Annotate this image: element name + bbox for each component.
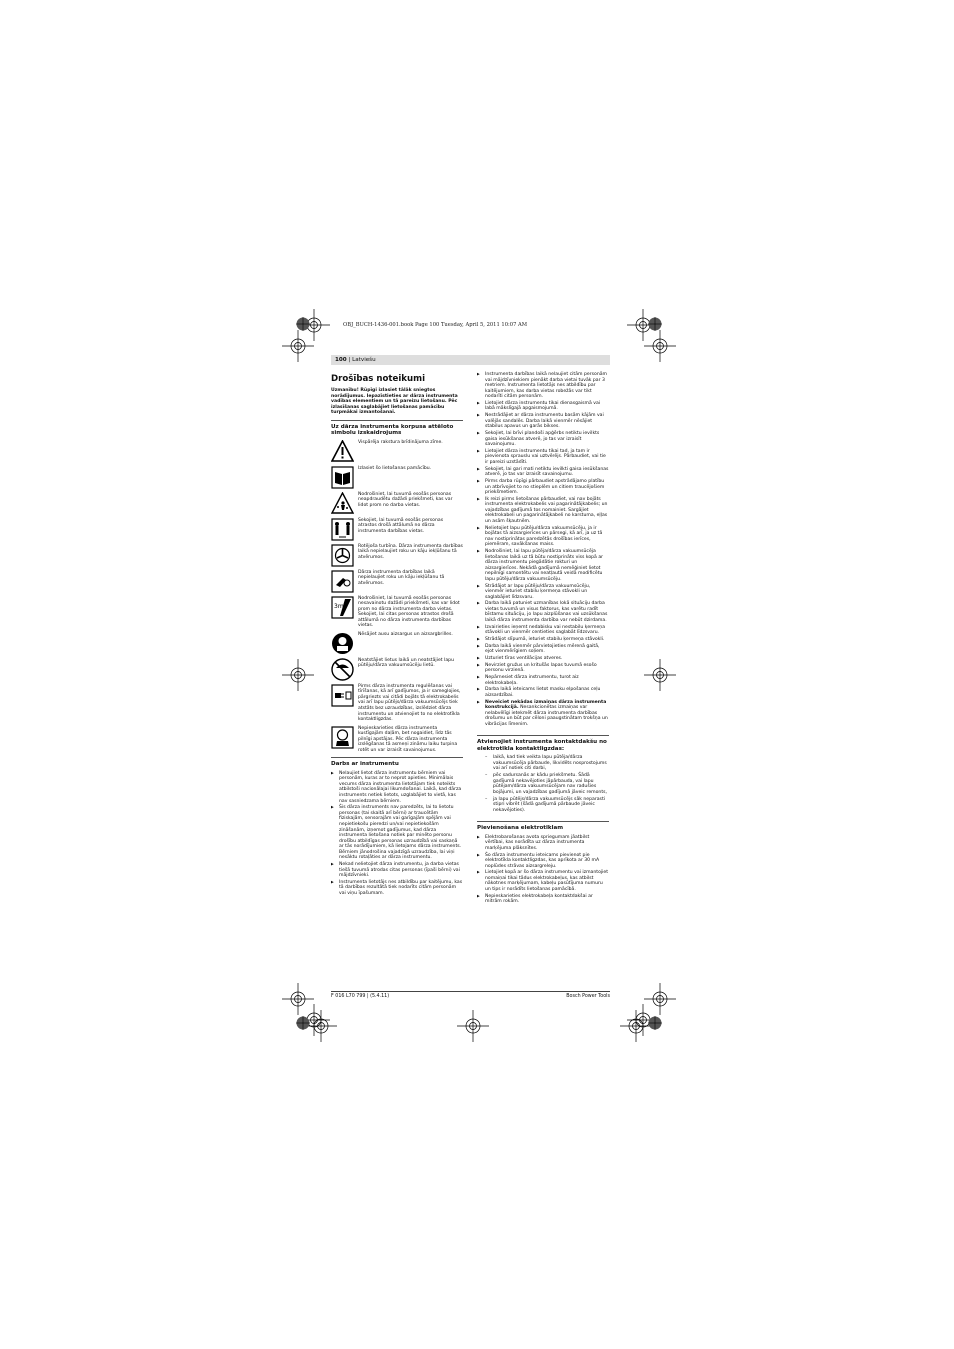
list-item: ▶ Nepieskarieties elektrokabeļa kontaktdakšai ar mitrām rokām. xyxy=(477,894,609,905)
list-item: ▶ Nodrošiniet, lai lapu pūtēja/dārza vakuumsūcēja lietošanas laikā uz tā būtu nostiprināts viss kopā ar dārza instrumentu piegādātie rokturi un aizsargierīces. Nekādā gadījumā nemēģiniet lietot nepilnīgi samontētu vai neatļautā veidā modificētu lapu pūtēju/dārza vakuumsūcēju. xyxy=(477,549,609,582)
divider xyxy=(331,420,463,421)
page-footer xyxy=(331,991,610,999)
list-item: ▶ Uzturiet tīras ventilācijas atveres. xyxy=(477,656,609,662)
disconnect-heading: Atvienojiet instrumenta kontaktdakšu no elektrotīkla kontaktligzdas: xyxy=(477,739,607,752)
color-dot-icon xyxy=(648,1016,662,1030)
disconnect-list xyxy=(477,755,609,813)
list-item: ▶ Šis dārza instruments nav paredzēts, lai to lietotu personas (tai skaitā arī bērni) ar traucētām fiziskajām, sensorajām vai garīgajām spējām vai nepietiekošu pieredzi un/vai nepietiekošām zināšanām, izņemot gadījumus, kad dārza instrumenta lietošana notiek par minēto personu drošību atbildīgas personas uzraudzībā vai saskaņā ar tās norādījumiem, kā lietojams dārza instruments. Bērniem jānodrošina vajadzīgā uzraudzība, lai viņi nesāktu rotaļāties ar dārza instrumentu. xyxy=(331,805,463,860)
symbols-heading: Uz dārza instrumenta korpusa attēloto simbolu izskaidrojums xyxy=(331,423,454,436)
symbol-row xyxy=(331,596,463,629)
list-item: ▶ Darba laikā ieteicams lietot masku elpošanas ceļu aizsardzībai. xyxy=(477,687,609,698)
list-item: ▶ Darba laikā patuniet uzmanības lokā situāciju darba vietas tuvumā un visus faktorus, kas varētu radīt bīstamu situāciju, jo lapu aizplūšanas vai uzsūkšanas laikā dārza instrumenta darbība var nebūt dzirdama. xyxy=(477,601,609,623)
symbol-row xyxy=(331,726,463,754)
list-item: ▶ Sekojiet, lai gari mati netiktu ievilkti gaisa iesūkšanas atverē, jo tas var izraisīt savainojumu. xyxy=(477,467,609,478)
symbol-row xyxy=(331,632,463,655)
divider xyxy=(477,821,609,822)
list-item: ▶ Lietojiet dārza instrumentu tikai dienasgaismā vai labā mākslīgajā apgaismojumā. xyxy=(477,401,609,412)
list-item xyxy=(477,700,609,728)
right-column xyxy=(477,372,609,906)
ear-eye-protection-icon xyxy=(331,632,354,655)
color-dot-icon xyxy=(296,317,310,331)
list-item: ▶ Nelaujiet lietot dārza instrumentu bērniem vai personām, kuras ar to neprot apieties. Minimālais vecums dārza instrumenta lietotājam tiek noteikts atbilstoši nacionālajai likumdošanai. Laikā, kad dārza instruments netiek lietots, uzglabājiet to vietā, kas nav sasniedzama bērniem. xyxy=(331,771,463,804)
list-item: ▶ Instrumenta darbības laikā nelaujiet citām personām vai mājdzīvniekiem pienākt darba vietai tuvāk par 3 metriem. Instrumenta lietotājs nes atbildību par kaitējumiem, kas darba vietas robežās var tikt nodarīti citām personām. xyxy=(477,372,609,400)
symbols-list xyxy=(331,440,463,754)
page-title: Drošības noteikumi xyxy=(331,374,426,384)
print-slug: OBJ_BUCH-1436-001.book Page 100 Tuesday, April 5, 2011 10:07 AM xyxy=(343,322,528,328)
list-item: – laikā, kad tiek veikta lapu pūtēja/dārza vakuumsūcēja pārbaude, likvidēts nosprostojums vai arī notiek citi darbi, xyxy=(477,755,609,772)
page-header xyxy=(331,355,610,365)
work-list xyxy=(331,771,463,897)
header-language: Latviešu xyxy=(352,356,376,363)
symbol-row xyxy=(331,570,463,593)
color-dot-icon xyxy=(648,317,662,331)
symbol-text: Sekojiet, lai tuvumā esošās personas atrastos drošā attālumā no dārza instrumenta darbības vietas. xyxy=(358,517,444,534)
safe-distance-icon xyxy=(331,596,354,619)
symbol-row xyxy=(331,518,463,541)
list-item: ▶ Sekojiet, lai brīvi plandoši apģērbs netiktu ievilkts gaisa iesūkšanas atverē, jo tas var izraisīt savainojumu. xyxy=(477,431,609,448)
divider xyxy=(477,735,609,736)
list-item: – ja lapu pūtējs/dārza vakuumsūcējs sāk neparasti stipri vibrēt (šādā gadījumā pārbaude jāveic nekavējoties). xyxy=(477,797,609,814)
symbol-text: Vispārēja rakstura brīdinājuma zīme. xyxy=(358,439,443,445)
symbol-text: Nepieskarieties dārza instrumenta kustīgajām daļām, bet nogaidiet, līdz tās pilnīgi apstājas. Pēc dārza instrumenta izslēgšanas tā asmeņi zināmu laiku turpina rotēt un var izraisīt savainojumus. xyxy=(358,725,458,753)
registration-mark-icon xyxy=(644,330,676,362)
list-item: ▶ Nepārnesiet dārza instrumentu, turot aiz elektrokabeļa. xyxy=(477,675,609,686)
registration-mark-icon xyxy=(282,659,314,691)
read-manual-icon xyxy=(331,466,354,489)
registration-mark-icon xyxy=(282,330,314,362)
symbol-row xyxy=(331,684,463,723)
unplug-before-maintenance-icon xyxy=(331,684,354,707)
list-item: ▶ Instrumenta lietotājs nes atbildību par kaitējumu, kas tā darbības rezultātā tiek nodarīts citām personām vai viņu īpašumam. xyxy=(331,880,463,897)
list-item: ▶ Lietojiet dārza instrumentu tikai tad, ja tam ir pievienota sprauslu vai uztvērējs. Pārbaudiet, vai tie ir pareizi uzstādīti. xyxy=(477,449,609,466)
left-column xyxy=(331,372,463,898)
list-item: ▶ Nekad nelietojiet dārza instrumentu, ja darba vietas tiešā tuvumā atrodas citas personas (īpaši bērni) vai mājdzīvnieki. xyxy=(331,862,463,879)
symbol-text: Nēsājiet ausu aizsargus un aizsargbrilles. xyxy=(358,631,453,637)
page-number: 100 xyxy=(335,356,347,363)
list-item: ▶ Pirms darba rūpīgi pārbaudiet apstrādājamo platību un atbrīvojiet to no stieplēm un citiem traucējošiem priekšmetiem. xyxy=(477,479,609,496)
no-rain-icon xyxy=(331,658,354,681)
footer-brand: Bosch Power Tools xyxy=(566,994,610,999)
registration-mark-icon xyxy=(457,1010,489,1042)
list-item: ▶ Strādājot slīpumā, ieturiet stabilu ķermeņa stāvokli. xyxy=(477,637,609,643)
list-item: ▶ Strādājot ar lapu pūtēju/dārza vakuumsūcēju, vienmēr ieturiet stabilu ķermeņa stāvokli un saglabājiet līdzsvaru. xyxy=(477,584,609,601)
symbol-text: Pirms dārza instrumenta regulēšanas vai tīrīšanas, kā arī gadījumos, ja ir sameglojies, pārgriezts vai citādi bojāts tā elektrokabelis vai arī lapu pūtējs/dārza vakuumsūcējs tiek atstāts bez uzraudzības, izslēdziet dārza instrumentu un atvienojiet to no elektrotīkla kontaktligzdas. xyxy=(358,683,461,723)
list-item: ▶ Nestrādājiet ar dārza instrumentu basām kājām vai valējās sandalēs. Darba laikā vienmēr nēsājiet stabilus apavus un garās bikses. xyxy=(477,413,609,430)
symbol-text: Izlasiet šo lietošanas pamācību. xyxy=(358,465,432,471)
bystander-distance-icon xyxy=(331,518,354,541)
symbol-row xyxy=(331,466,463,489)
bold-lead: Neveiciet nekādas izmaiņas dārza instrumenta konstrukcijā. xyxy=(485,699,607,711)
symbol-row xyxy=(331,544,463,567)
symbol-row xyxy=(331,658,463,681)
symbol-text: Neatstājiet lietus laikā un neatstājiet lapu pūtēju/dārza vakuumsūcēju lietū. xyxy=(358,657,454,669)
bold-rest: Nesankcionētas izmaiņas var nelabvēlīgi ietekmēt dārza instrumenta darbības drošumu un būt par cēloni paaugstinātam trokšņa un vibrācijas līmenim. xyxy=(485,705,608,727)
connect-heading: Pievienošana elektrotīklam xyxy=(477,825,564,832)
registration-mark-icon xyxy=(644,659,676,691)
symbol-text: Nodrošiniet, lai tuvumā esošās personas neapdraudētu dažādi priekšmeti, kas var lidot prom no darba vietas. xyxy=(358,491,453,508)
warning-triangle-icon xyxy=(331,440,354,463)
connect-list xyxy=(477,835,609,905)
symbol-text: Nodrošiniet, lai tuvumā esošās personas nesavainotu dažādi priekšmeti, kas var lidot prom no dārza instrumenta darba vietas. Sekojiet, lai citas personas atrastos drošā attālumā no dārza instrumenta darbības vietas. xyxy=(358,595,460,629)
safety-list xyxy=(477,372,609,698)
footer-code: F 016 L70 799 | (5.4.11) xyxy=(331,994,390,999)
list-item: – pēc sadursanās ar kādu priekšmetu. Šādā gadījumā nekavējoties jāpārbauda, vai lapu pūtējam/dārza vakuumsūcējam nav radušies bojājumi, un vajadzības gadījumā jāveic remonts, xyxy=(477,773,609,795)
list-item: ▶ Elektrobarošanas avota spriegumam jāatbilst vērtībai, kas norādīta uz dārza instrumenta marķējuma plāksnītes. xyxy=(477,835,609,852)
work-heading: Darbs ar instrumentu xyxy=(331,761,399,768)
symbol-text: Dārza instrumenta darbības laikā nepielaujiet roku un kāju iekļūšanu tā atvērumos. xyxy=(358,569,445,586)
list-item: ▶ Ik reizi pirms lietošanas pārbaudiet, vai nav bojāts instrumenta elektrokabelis vai pagarinātājkabelis; un vajadzības gadījumā tos nomainiet. Sargājiet elektrokabeli un pagarinātājkabeli no karstuma, eļļas un asām šķautnēm. xyxy=(477,497,609,525)
wait-stop-icon xyxy=(331,726,354,749)
symbol-text: Rotējoša turbīna. Dārza instrumenta darbības laikā nepielaujiet roku un kāju iekļūšanu tā atvērumos. xyxy=(358,543,463,560)
warning-intro: Uzmanību! Rūpīgi izlasiet tālāk sniegtos norādījumus. Iepazīstieties ar dārza instrumenta vadības elementiem un tā pareizu lietošanu. Pēc izlasīšanas saglabājiet lietošanas pamācību turpmākai izmantošanai. xyxy=(331,388,458,415)
list-item: ▶ Lietojiet kopā ar šo dārza instrumentu vai izmantojiet nomaiņai tikai tādus elektrokabeļus, kas atbilst nākotnes marķējumam, kabeļu pasūtījuma numuru un tips ir norādīts lietošanas pamācībā. xyxy=(477,870,609,892)
list-item: ▶ Izvairieties ieņemt nedabisku vai nestabilu ķermeņa stāvokli un vienmēr centieties saglabāt līdzsvaru. xyxy=(477,625,609,636)
rotating-turbine-icon xyxy=(331,544,354,567)
list-item: ▶ Šo dārza instrumentu ieteicams pievienot pie elektrotīkla kontaktligzdas, kas aprīkota ar 30 mA noplūdes strāvas aizsargreleju. xyxy=(477,853,609,870)
list-item: ▶ Darba laikā vienmēr pārvietojieties mērenā gaitā, ejot vienmērīgiem soļiem. xyxy=(477,644,609,655)
symbol-row xyxy=(331,440,463,463)
svg-text:3m: 3m xyxy=(334,602,344,610)
color-dot-icon xyxy=(296,1016,310,1030)
symbol-row xyxy=(331,492,463,515)
header-separator: | xyxy=(346,356,353,363)
flying-objects-icon xyxy=(331,492,354,515)
hand-openings-icon xyxy=(331,570,354,593)
divider xyxy=(331,757,463,758)
list-item: ▶ Nevirziet gružus un kritušās lapas tuvumā esošo personu virzienā. xyxy=(477,663,609,674)
list-item: ▶ Nelietojiet lapu pūtēju/dārza vakuumsūcēju, ja ir bojātas tā aizsargierīces un pārsegi, kā arī, ja uz tā nav nostiprinātas paredzētās drošības ierīces, piemēram, savākšanas maiss. xyxy=(477,526,609,548)
